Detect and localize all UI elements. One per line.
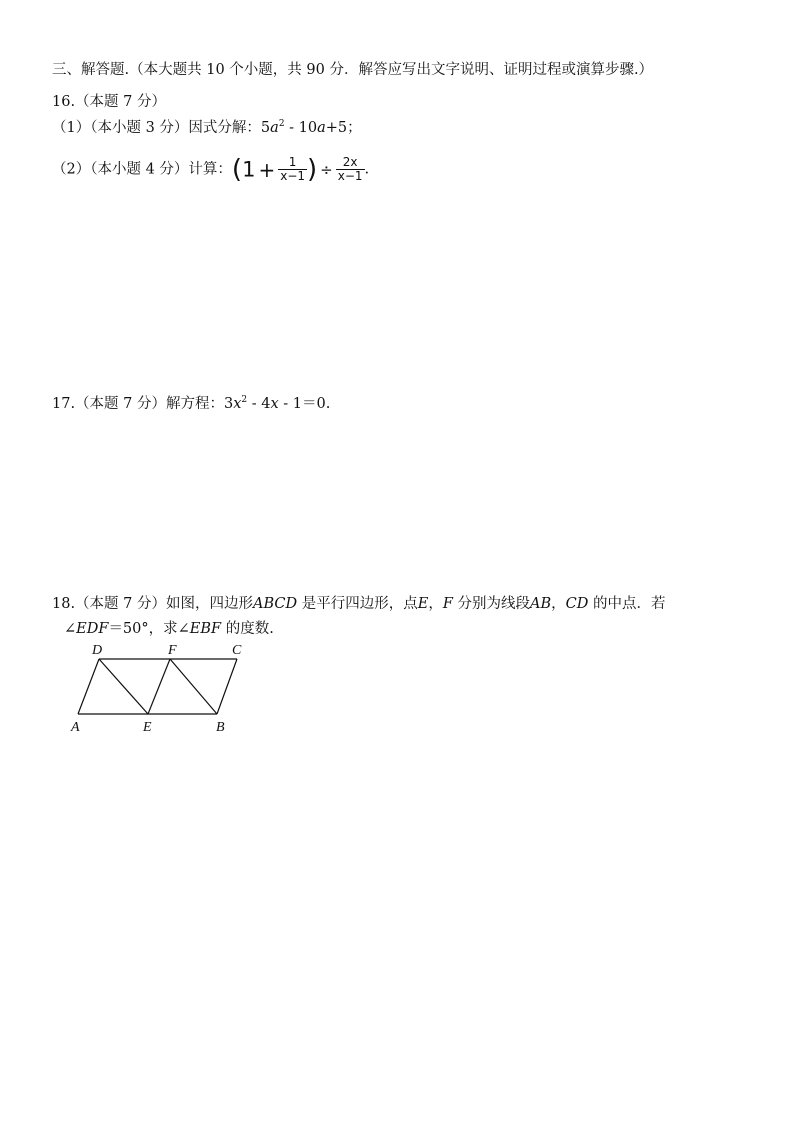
q17-prefix: 17.（本题 7 分）解方程：3 <box>52 396 234 412</box>
q18-text-b: 是平行四边形，点 <box>297 596 418 612</box>
q18-angle-symbol: ∠ <box>64 621 77 637</box>
parallelogram-figure <box>62 638 262 738</box>
q16-plus-sign: + <box>258 157 276 182</box>
q16-part2-prefix: （2）（本小题 4 分）计算： <box>52 161 232 178</box>
q18-text-end: 的度数. <box>221 621 274 637</box>
segment-ad <box>78 659 99 714</box>
q17-end: - 1＝0. <box>278 396 331 412</box>
q16-fraction-1 <box>278 156 307 183</box>
q16-one: 1 <box>242 157 256 182</box>
q18-abcd: ABCD <box>253 596 298 612</box>
q18-angle-ebf: EBF <box>189 621 222 637</box>
q18-text-g: ， <box>551 596 566 612</box>
q16-part1-exponent: 2 <box>278 119 285 129</box>
question-17 <box>52 394 330 414</box>
label-e: E <box>143 720 152 735</box>
question-18-line-2 <box>64 619 274 639</box>
segment-ef <box>148 659 170 714</box>
q18-segment-cd: CD <box>565 596 589 612</box>
q16-fraction-2-numerator: 2x <box>336 156 365 170</box>
label-d: D <box>92 643 103 658</box>
q16-part1-var-a2: a <box>317 120 326 136</box>
q18-text-c: ， <box>428 596 443 612</box>
q16-right-paren: ) <box>307 154 318 185</box>
q16-period: . <box>364 161 370 178</box>
q16-fraction-1-numerator: 1 <box>278 156 307 170</box>
q16-fraction-2-denominator: x−1 <box>337 169 363 183</box>
q16-fraction-2 <box>336 156 365 183</box>
question-18-line-1 <box>52 594 666 614</box>
q18-text-a: 18.（本题 7 分）如图，四边形 <box>52 596 254 612</box>
q16-part1-term2: - 10 <box>284 120 318 136</box>
q17-middle: - 4 <box>247 396 271 412</box>
q17-exponent: 2 <box>241 395 248 405</box>
q17-var-x: x <box>233 396 242 412</box>
q16-part1-term3: +5； <box>325 120 362 136</box>
segment-de <box>99 659 148 714</box>
q17-var-x2: x <box>270 396 279 412</box>
q18-angle-edf: EDF <box>76 621 109 637</box>
question-16-part-2 <box>52 156 369 183</box>
label-a: A <box>71 720 80 735</box>
q16-fraction-1-denominator: x−1 <box>280 169 306 183</box>
question-16-part-1 <box>52 118 362 138</box>
q18-point-f: F <box>442 596 453 612</box>
segment-bc <box>217 659 237 714</box>
q16-divide-sign: ÷ <box>320 160 333 179</box>
segment-fb <box>170 659 217 714</box>
section-heading: 三、解答题.（本大题共 10 个小题，共 90 分．解答应写出文字说明、证明过程或演算步骤.） <box>52 62 654 78</box>
q18-segment-ab: AB <box>530 596 552 612</box>
q18-text-d: 分别为线段 <box>452 596 531 612</box>
q18-text-mid: ＝50°，求∠ <box>108 621 190 637</box>
q16-left-paren: ( <box>231 154 243 185</box>
label-c: C <box>232 643 242 658</box>
q16-part1-var-a: a <box>270 120 279 136</box>
question-16-header: 16.（本题 7 分） <box>52 94 167 110</box>
q18-point-e: E <box>417 596 429 612</box>
q16-part1-prefix: （1）（本小题 3 分）因式分解： <box>52 120 261 136</box>
label-f: F <box>168 643 177 658</box>
q16-part1-coef: 5 <box>260 120 271 136</box>
q18-text-h: 的中点．若 <box>588 596 666 612</box>
label-b: B <box>216 720 225 735</box>
